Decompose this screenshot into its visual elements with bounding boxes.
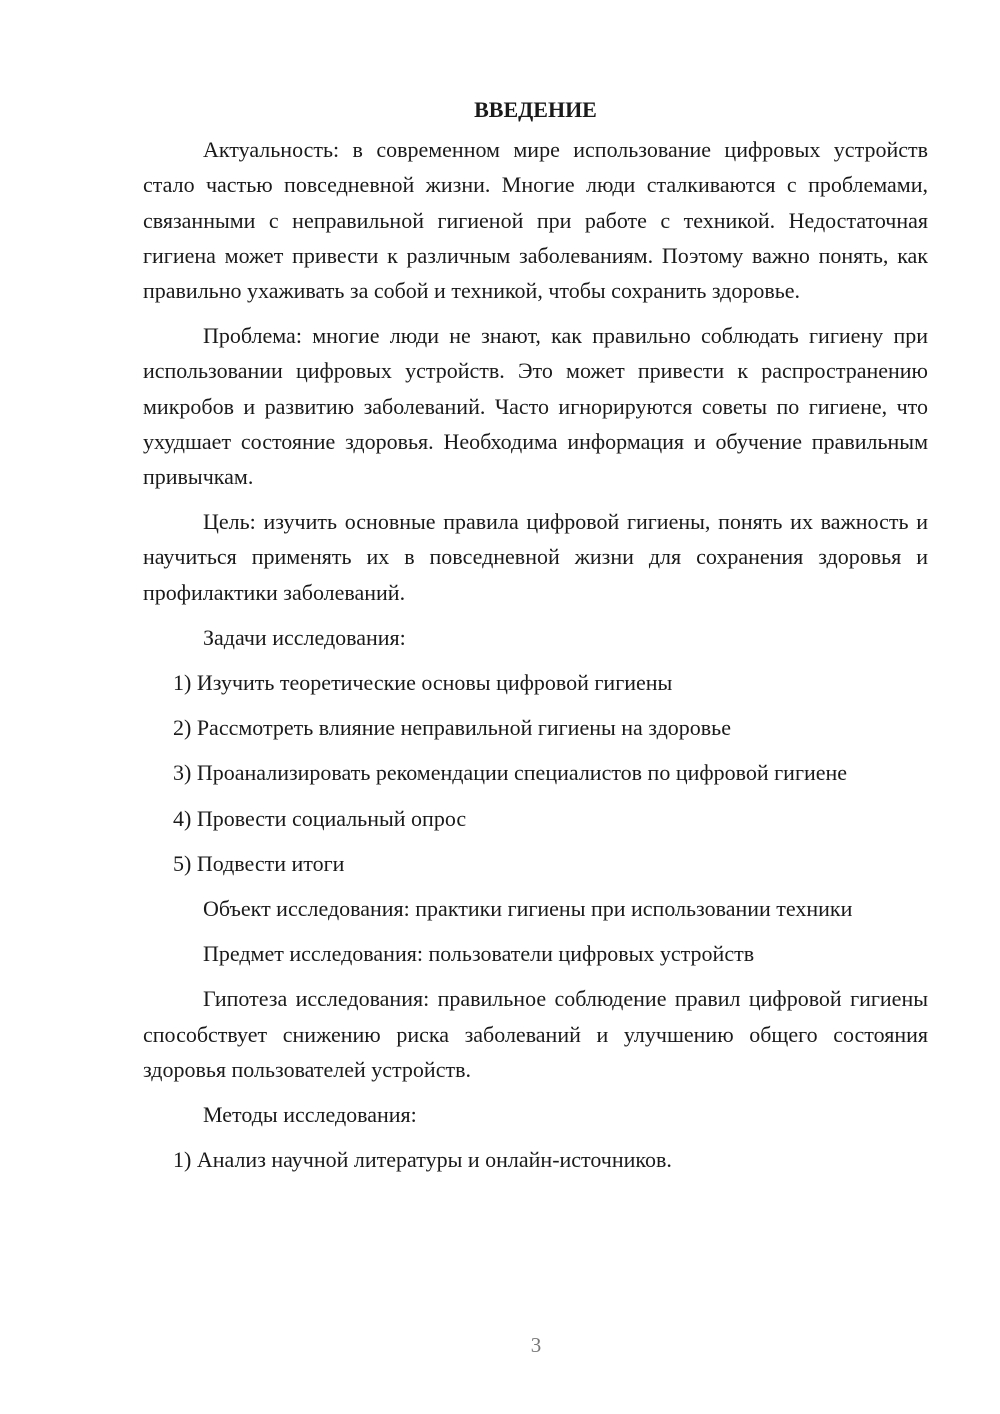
page-number: 3 (530, 1333, 542, 1357)
paragraph-object: Объект исследования: практики гигиены при использовании техники (203, 896, 853, 922)
paragraph-relevance: Актуальность: в современном мире использование цифровых устройств стало частью повседневной жизни. Многие люди сталкиваются с проблемами, связанными с неправильной гигиеной при работе с техникой. Недостаточная гигиена может привести к различным заболеваниям. Поэтому важно понять, как правильно ухаживать за собой и техникой, чтобы сохранить здоровье. (143, 137, 928, 304)
paragraph-problem: Проблема: многие люди не знают, как правильно соблюдать гигиену при использовании цифровых устройств. Это может привести к распространению микробов и развитию заболеваний. Часто игнорируются советы по гигиене, что ухудшает состояние здоровья. Необходима информация и обучение правильным привычкам. (143, 323, 928, 490)
paragraph-goal: Цель: изучить основные правила цифровой гигиены, понять их важность и научиться применять их в повседневной жизни для сохранения здоровья и профилактики заболеваний. (143, 509, 928, 605)
document-page (143, 92, 928, 1187)
paragraph-tasks-heading: Задачи исследования: (203, 624, 406, 650)
paragraph-hypothesis: Гипотеза исследования: правильное соблюдение правил цифровой гигиены способствует снижению риска заболеваний и улучшению общего состояния здоровья пользователей устройств. (143, 986, 928, 1082)
list-item: 1) Анализ научной литературы и онлайн-источников. (173, 1147, 672, 1173)
list-item: 5) Подвести итоги (173, 850, 345, 876)
list-item: 4) Провести социальный опрос (173, 805, 467, 831)
paragraph-methods-heading: Методы исследования: (203, 1102, 417, 1128)
section-title: ВВЕДЕНИЕ (474, 97, 597, 122)
list-item: 3) Проанализировать рекомендации специалистов по цифровой гигиене (173, 760, 848, 786)
list-item: 1) Изучить теоретические основы цифровой гигиены (173, 670, 673, 696)
paragraph-subject: Предмет исследования: пользователи цифровых устройств (203, 941, 755, 967)
list-item: 2) Рассмотреть влияние неправильной гигиены на здоровье (173, 715, 731, 741)
